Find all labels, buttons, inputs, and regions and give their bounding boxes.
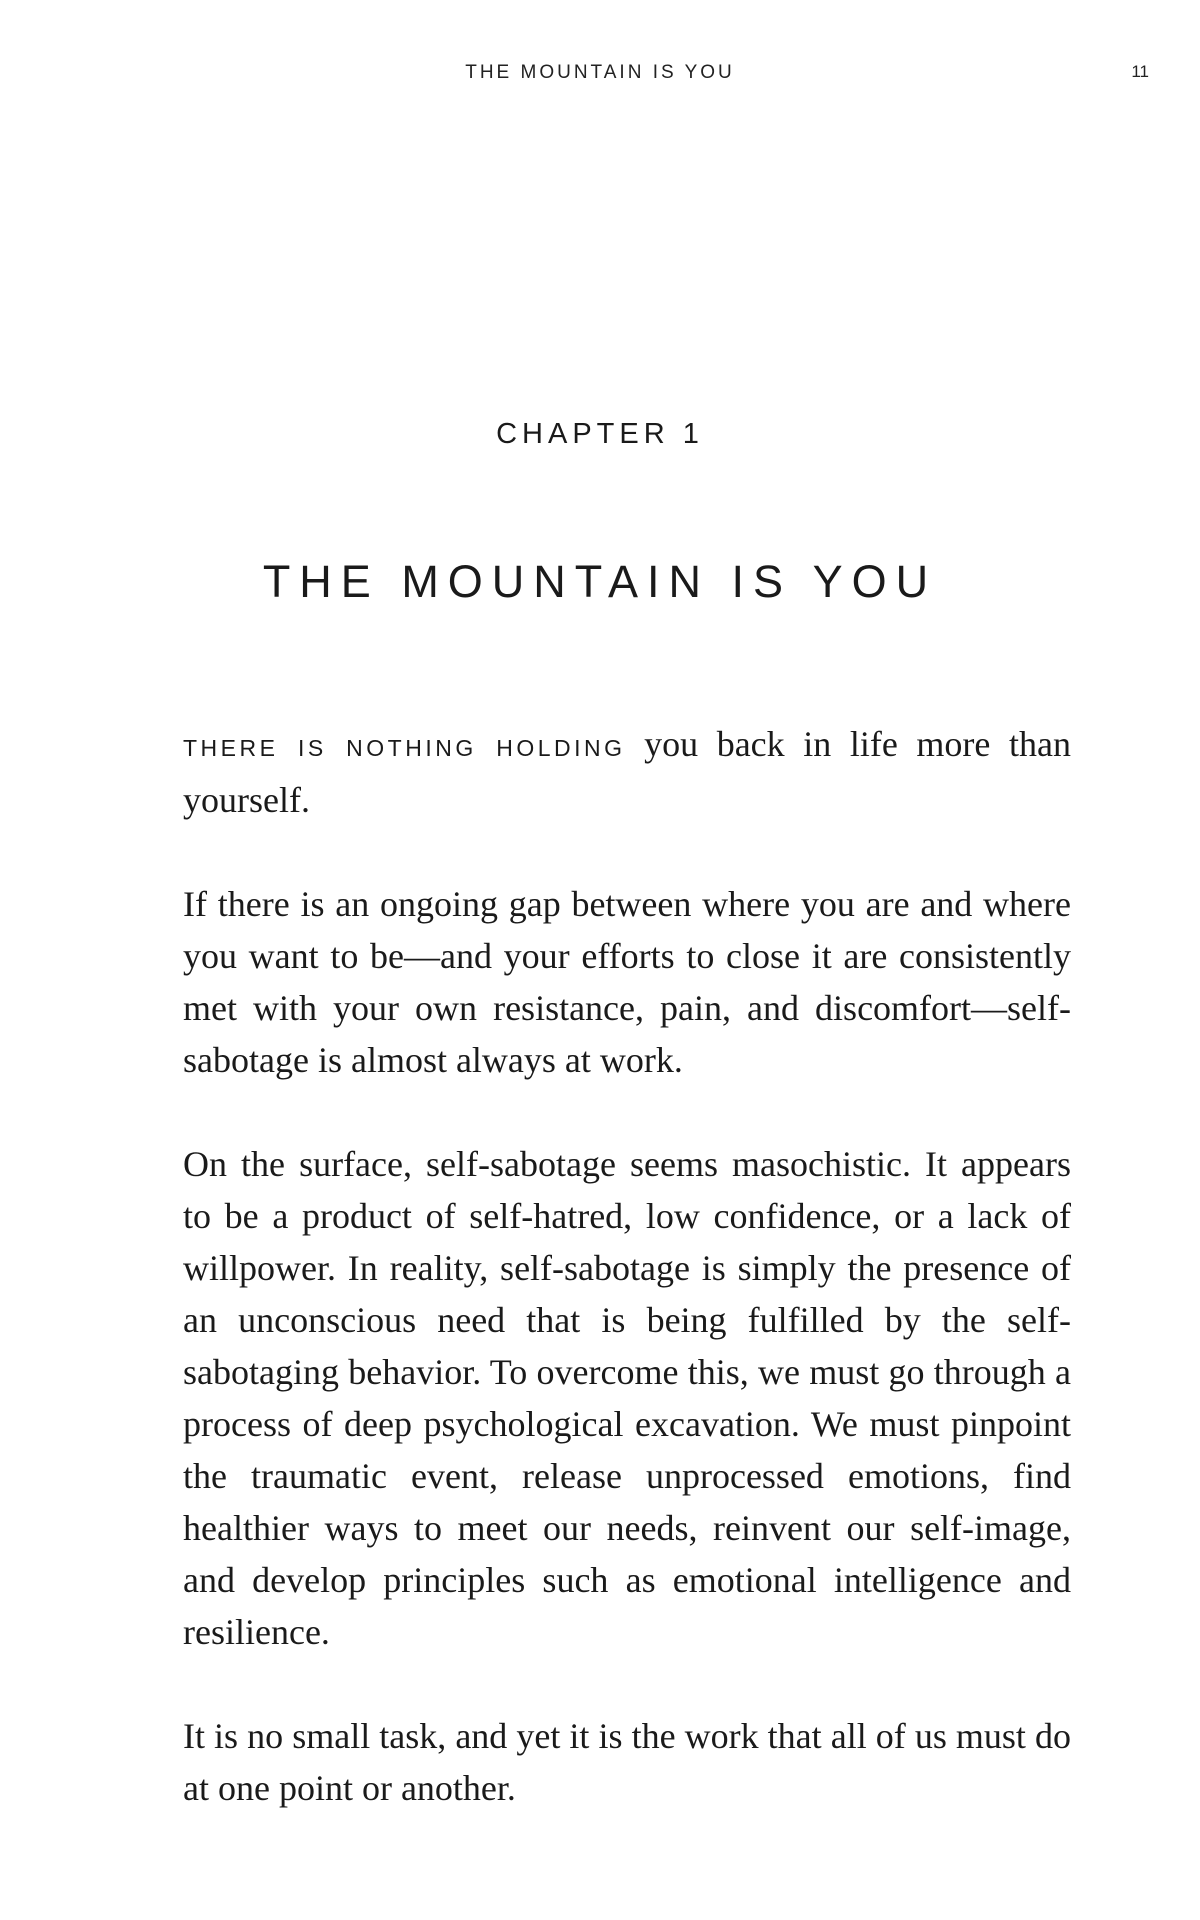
body-paragraph-2: If there is an ongoing gap between where you are and where you want to be—and your efforts to close it are consistently met with your own resistance, pain, and discomfort—self-sabotage is almost always at work. (183, 884, 1071, 1080)
paragraph-text: you back in life more than yourself. (183, 724, 1071, 820)
body-paragraph-4: It is no small task, and yet it is the work that all of us must do at one point or another. (183, 1716, 1071, 1808)
chapter-label: CHAPTER 1 (496, 418, 704, 450)
running-head-title: THE MOUNTAIN IS YOU (465, 62, 735, 83)
lead-in-smallcaps: THERE IS NOTHING HOLDING (183, 735, 626, 761)
chapter-body (183, 718, 1071, 1866)
body-paragraph-3: On the surface, self-sabotage seems masochistic. It appears to be a product of self-hatred, low confidence, or a lack of willpower. In reality, self-sabotage is simply the presence of an unconscious need that is being fulfilled by the self-sabotaging behavior. To overcome this, we must go through a process of deep psychological excavation. We must pinpoint the traumatic event, release unprocessed emotions, find healthier ways to meet our needs, reinvent our self-image, and develop principles such as emotional intelligence and resilience. (183, 1144, 1071, 1652)
body-paragraph-1 (183, 718, 1071, 826)
page-number: 11 (1131, 62, 1149, 81)
chapter-title: THE MOUNTAIN IS YOU (262, 556, 938, 607)
